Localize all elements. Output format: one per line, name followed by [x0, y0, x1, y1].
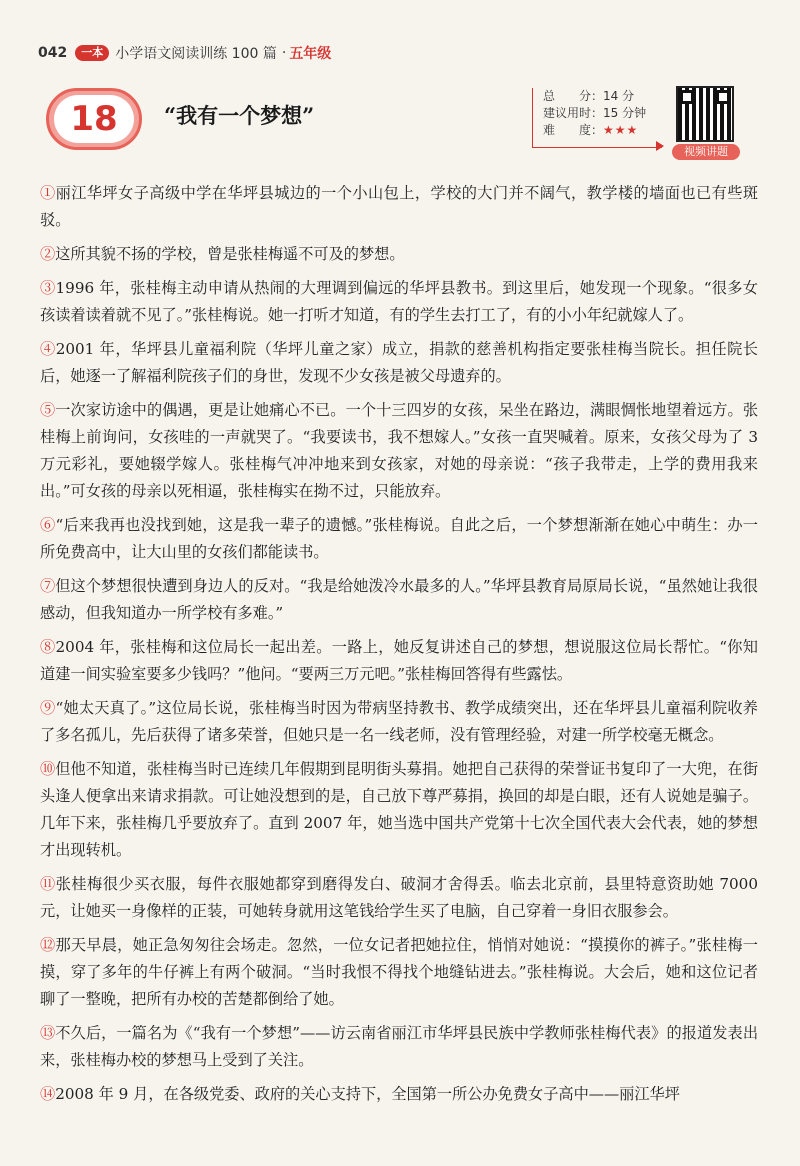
lesson-number-badge [46, 88, 142, 150]
difficulty-row [543, 122, 662, 139]
paragraph-number: ⑧ [40, 638, 56, 656]
difficulty-stars: ★★★ [603, 123, 639, 137]
paragraph-9 [40, 695, 758, 749]
paragraph-8 [40, 634, 758, 688]
paragraph-text: 但他不知道，张桂梅当时已连续几年假期到昆明街头募捐。她把自己获得的荣誉证书复印了一大兜，在街头逢人便拿出来请求捐款。可让她没想到的是，自己放下尊严募捐，换回的却是白眼，还有人说她是骗子。几年下来，张桂梅几乎要放弃了。直到 2007 年，她当选中国共产党第十七次全国代表大会代表，她的梦想才出现转机。 [40, 760, 759, 859]
suggested-time-label: 建议用时： [543, 106, 604, 120]
article-body [40, 180, 758, 1115]
paragraph-text: 2004 年，张桂梅和这位局长一起出差。一路上，她反复讲述自己的梦想，想说服这位局长帮忙。“你知道建一间实验室要多少钱吗？”他问。“要两三万元吧。”张桂梅回答得有些露怯。 [40, 638, 758, 683]
paragraph-number: ⑥ [40, 516, 56, 534]
paragraph-text: 丽江华坪女子高级中学在华坪县城边的一个小山包上，学校的大门并不阔气，教学楼的墙面也已有些斑驳。 [40, 184, 759, 229]
difficulty-label: 难 度： [543, 123, 604, 137]
exercise-info-box [532, 88, 662, 148]
paragraph-text: 张桂梅很少买衣服，每件衣服她都穿到磨得发白、破洞才舍得丢。临去北京前，县里特意资助她 7000 元，让她买一身像样的正装，可她转身就用这笔钱给学生买了电脑，自己穿着一身旧衣服参会。 [40, 875, 759, 920]
paragraph-3 [40, 275, 758, 329]
paragraph-12 [40, 932, 758, 1013]
paragraph-10 [40, 756, 758, 864]
grade-label: 五年级 [289, 46, 332, 62]
paragraph-7 [40, 573, 758, 627]
header-separator: · [281, 45, 287, 61]
paragraph-number: ② [40, 245, 56, 263]
paragraph-text: 2008 年 9 月，在各级党委、政府的关心支持下，全国第一所公办免费女子高中——丽江华坪 [55, 1085, 680, 1103]
paragraph-2 [40, 241, 758, 268]
paragraph-13 [40, 1020, 758, 1074]
paragraph-6 [40, 512, 758, 566]
brand-badge: 一本 [75, 45, 109, 61]
paragraph-text: 2001 年，华坪县儿童福利院（华坪儿童之家）成立，捐款的慈善机构指定要张桂梅当院长。担任院长后，她逐一了解福利院孩子们的身世，发现不少女孩是被父母遗弃的。 [40, 340, 758, 385]
paragraph-text: “后来我再也没找到她，这是我一辈子的遗憾。”张桂梅说。自此之后，一个梦想渐渐在她心中萌生：办一所免费高中，让大山里的女孩们都能读书。 [40, 516, 758, 561]
paragraph-text: “她太天真了。”这位局长说，张桂梅当时因为带病坚持教书、教学成绩突出，还在华坪县儿童福利院收养了多名孤儿，先后获得了诸多荣誉，但她只是一名一线老师，没有管理经验，对建一所学校毫无概念。 [40, 699, 758, 744]
paragraph-number: ⑨ [40, 699, 56, 717]
paragraph-number: ① [40, 184, 56, 202]
paragraph-number: ⑩ [40, 760, 56, 778]
paragraph-text: 那天早晨，她正急匆匆往会场走。忽然，一位女记者把她拉住，悄悄对她说：“摸摸你的裤子。”张桂梅一摸，穿了多年的牛仔裤上有两个破洞。“当时我恨不得找个地缝钻进去。”张桂梅说。大会后，她和这位记者聊了一整晚，把所有办校的苦楚都倒给了她。 [40, 936, 758, 1008]
paragraph-11 [40, 871, 758, 925]
paragraph-4 [40, 336, 758, 390]
paragraph-number: ⑬ [40, 1024, 56, 1042]
paragraph-text: 但这个梦想很快遭到身边人的反对。“我是给她泼冷水最多的人。”华坪县教育局原局长说，“虽然她让我很感动，但我知道办一所学校有多难。” [40, 577, 758, 622]
lesson-number: 18 [54, 95, 134, 143]
video-explanation-label[interactable]: 视频讲题 [672, 144, 740, 160]
arrow-right-icon [656, 141, 664, 151]
paragraph-5 [40, 397, 758, 505]
paragraph-14 [40, 1081, 758, 1108]
page-number: 042 [38, 45, 68, 61]
paragraph-number: ⑦ [40, 577, 56, 595]
paragraph-number: ⑭ [40, 1085, 56, 1103]
total-score-row [543, 88, 662, 105]
series-title: 小学语文阅读训练 100 篇 [115, 46, 277, 62]
total-score-value: 14 分 [603, 89, 635, 103]
qr-code-icon[interactable] [676, 86, 734, 142]
paragraph-number: ⑫ [40, 936, 56, 954]
paragraph-number: ⑤ [40, 401, 56, 419]
lesson-title: “我有一个梦想” [164, 103, 315, 128]
paragraph-text: 一次家访途中的偶遇，更是让她痛心不已。一个十三四岁的女孩，呆坐在路边，满眼惆怅地望着远方。张桂梅上前询问，女孩哇的一声就哭了。“我要读书，我不想嫁人。”女孩一直哭喊着。原来，女孩父母为了 3 万元彩礼，要她辍学嫁人。张桂梅气冲冲地来到女孩家，对她的母亲说：“孩子我带走，上学的费用我来出。”可女孩的母亲以死相逼，张桂梅实在拗不过，只能放弃。 [40, 401, 759, 500]
paragraph-number: ④ [40, 340, 56, 358]
paragraph-text: 这所其貌不扬的学校，曾是张桂梅遥不可及的梦想。 [55, 245, 405, 263]
suggested-time-value: 15 分钟 [603, 106, 647, 120]
paragraph-text: 1996 年，张桂梅主动申请从热闹的大理调到偏远的华坪县教书。到这里后，她发现一个现象。“很多女孩读着读着就不见了。”张桂梅说。她一打听才知道，有的学生去打工了，有的小小年纪就嫁人了。 [40, 279, 758, 324]
page-header [38, 42, 331, 64]
total-score-label: 总 分： [543, 89, 604, 103]
paragraph-text: 不久后，一篇名为《“我有一个梦想”——访云南省丽江市华坪县民族中学教师张桂梅代表》的报道发表出来，张桂梅办校的梦想马上受到了关注。 [40, 1024, 759, 1069]
paragraph-number: ⑪ [40, 875, 56, 893]
paragraph-number: ③ [40, 279, 56, 297]
suggested-time-row [543, 105, 662, 122]
paragraph-1 [40, 180, 758, 234]
